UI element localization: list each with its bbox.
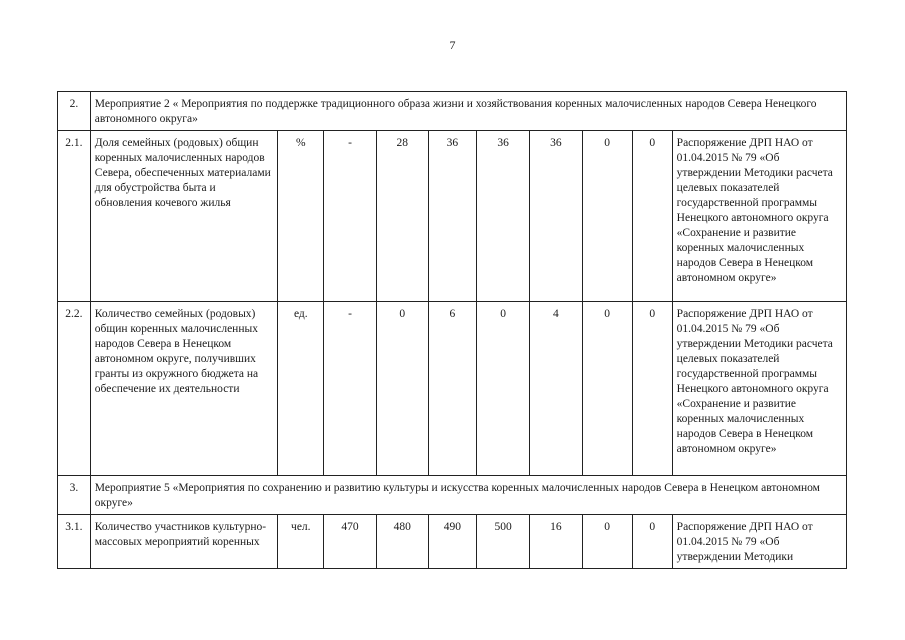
row-number: 3.1. <box>58 515 91 569</box>
section-title: Мероприятие 2 « Мероприятия по поддержке традиционного образа жизни и хозяйствования коренных малочисленных народов Севера Ненецкого автономного округа» <box>90 92 846 131</box>
row-number: 2.1. <box>58 131 91 302</box>
value-cell: 500 <box>477 515 530 569</box>
value-cell: 36 <box>530 131 582 302</box>
row-number: 2.2. <box>58 302 91 476</box>
value-cell: - <box>324 302 376 476</box>
value-cell: 480 <box>376 515 428 569</box>
value-cell: 0 <box>376 302 428 476</box>
value-cell: 4 <box>530 302 582 476</box>
value-cell: 0 <box>582 302 632 476</box>
indicator-name: Количество участников культурно-массовых мероприятий коренных <box>90 515 277 569</box>
source-cell: Распоряжение ДРП НАО от 01.04.2015 № 79 «Об утверждении Методики <box>672 515 846 569</box>
source-cell: Распоряжение ДРП НАО от 01.04.2015 № 79 «Об утверждении Методики расчета целевых показателей государственной программы Ненецкого автономного округа «Сохранение и развитие коренных малочисленных народов Севера в Ненецком автономном округе» <box>672 302 846 476</box>
value-cell: 490 <box>428 515 476 569</box>
indicator-name: Доля семейных (родовых) общин коренных малочисленных народов Севера, обеспеченных материалами для обустройства быта и обновления кочевого жилья <box>90 131 277 302</box>
value-cell: 6 <box>428 302 476 476</box>
section-number: 3. <box>58 476 91 515</box>
value-cell: 36 <box>477 131 530 302</box>
unit-cell: % <box>278 131 324 302</box>
table-row <box>58 131 847 302</box>
value-cell: 0 <box>632 302 672 476</box>
value-cell: 0 <box>632 131 672 302</box>
value-cell: 0 <box>632 515 672 569</box>
source-cell: Распоряжение ДРП НАО от 01.04.2015 № 79 «Об утверждении Методики расчета целевых показателей государственной программы Ненецкого автономного округа «Сохранение и развитие коренных малочисленных народов Севера в Ненецком автономном округе» <box>672 131 846 302</box>
value-cell: 470 <box>324 515 376 569</box>
value-cell: 0 <box>477 302 530 476</box>
indicator-name: Количество семейных (родовых) общин коренных малочисленных народов Севера в Ненецком автономном округе, получивших гранты из окружного бюджета на обеспечение их деятельности <box>90 302 277 476</box>
value-cell: 16 <box>530 515 582 569</box>
value-cell: - <box>324 131 376 302</box>
page-number: 7 <box>449 38 456 52</box>
section-row <box>58 92 847 131</box>
table-row <box>58 515 847 569</box>
section-number: 2. <box>58 92 91 131</box>
value-cell: 36 <box>428 131 476 302</box>
value-cell: 0 <box>582 131 632 302</box>
unit-cell: чел. <box>278 515 324 569</box>
value-cell: 28 <box>376 131 428 302</box>
unit-cell: ед. <box>278 302 324 476</box>
value-cell: 0 <box>582 515 632 569</box>
section-title: Мероприятие 5 «Мероприятия по сохранению и развитию культуры и искусства коренных малочисленных народов Севера в Ненецком автономном округе» <box>90 476 846 515</box>
indicators-table <box>57 91 847 569</box>
table-row <box>58 302 847 476</box>
section-row <box>58 476 847 515</box>
